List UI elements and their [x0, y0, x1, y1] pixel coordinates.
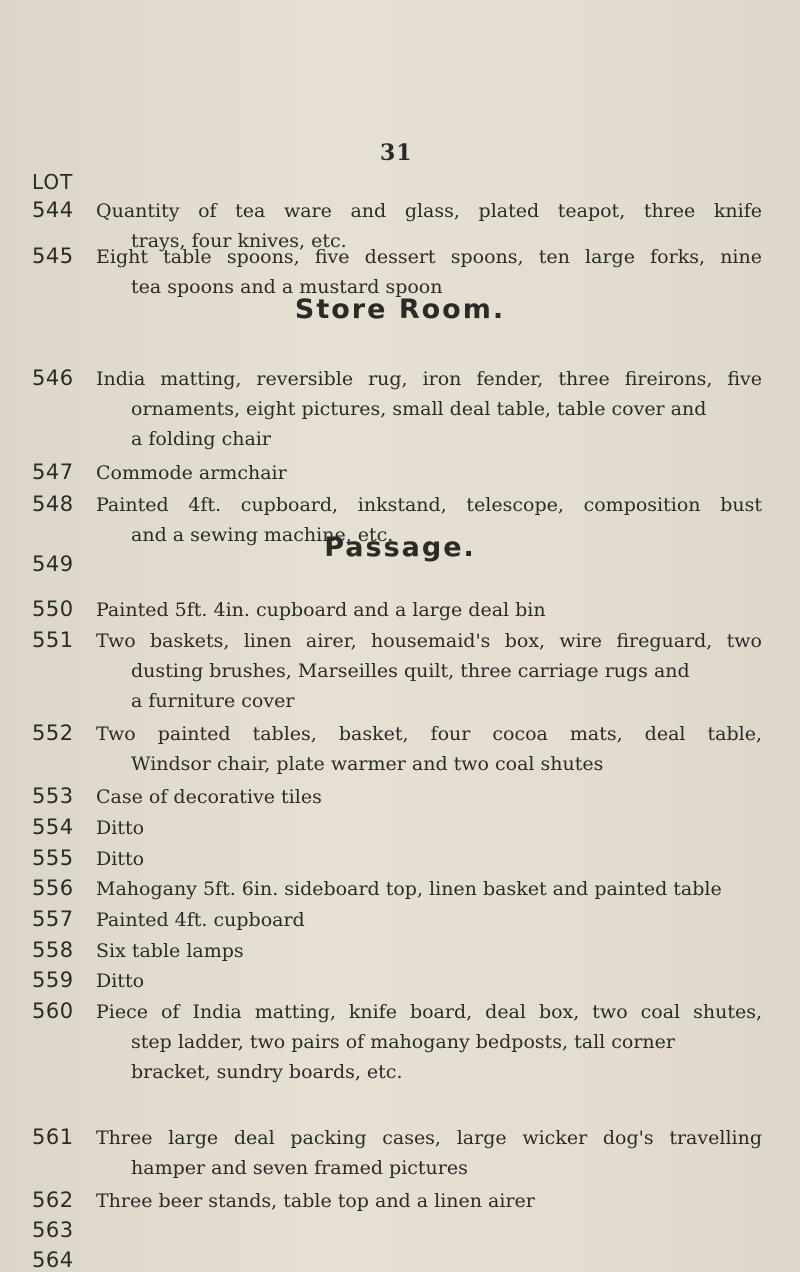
lot-number: 562	[32, 1188, 74, 1212]
lot-description-line: Three large deal packing cases, large wicker dog's travelling	[96, 1127, 762, 1149]
lot-number: 559	[32, 968, 74, 992]
lot-description-line: Two painted tables, basket, four cocoa mats, deal table,	[96, 723, 762, 745]
lot-description-line: Commode armchair	[96, 462, 287, 484]
lot-number: 551	[32, 628, 74, 652]
lot-description-line: Ditto	[96, 817, 145, 839]
lot-description-line: Six table lamps	[96, 940, 244, 962]
lot-description-line: India matting, reversible rug, iron fender, three fireirons, five	[96, 368, 762, 390]
lot-number: 558	[32, 938, 74, 962]
lot-description	[96, 782, 762, 812]
lot-description	[96, 936, 762, 966]
section-heading-store-room: Store Room.	[294, 294, 506, 325]
lot-number: 545	[32, 244, 74, 268]
lot-number: 564	[32, 1248, 74, 1272]
lot-description-continuation: trays, four knives, etc.	[131, 230, 347, 252]
lot-description-line: Painted 4ft. cupboard	[96, 909, 305, 931]
lot-number: 554	[32, 815, 74, 839]
lot-description-continuation: and a sewing machine, etc.	[131, 524, 394, 546]
lot-description-continuation: Windsor chair, plate warmer and two coal shutes	[131, 753, 604, 775]
lot-number: 547	[32, 460, 74, 484]
lot-column-header: LOT	[32, 170, 74, 194]
lot-description-continuation: ornaments, eight pictures, small deal table, table cover and	[131, 398, 707, 420]
lot-description	[96, 719, 762, 779]
lot-description-line: Painted 5ft. 4in. cupboard and a large deal bin	[96, 599, 546, 621]
lot-description	[96, 997, 762, 1087]
lot-description-continuation: dusting brushes, Marseilles quilt, three carriage rugs and	[131, 660, 690, 682]
lot-description-continuation: a furniture cover	[131, 690, 295, 712]
lot-description-line: Three beer stands, table top and a linen airer	[96, 1190, 535, 1212]
lot-description-line: Two baskets, linen airer, housemaid's box, wire fireguard, two	[96, 630, 762, 652]
lot-description-line: Quantity of tea ware and glass, plated teapot, three knife	[96, 200, 762, 222]
lot-number: 544	[32, 198, 74, 222]
lot-description	[96, 490, 762, 550]
lot-description-line: Painted 4ft. cupboard, inkstand, telescope, composition bust	[96, 494, 762, 516]
lot-description-line: Ditto	[96, 848, 145, 870]
lot-description	[96, 595, 762, 625]
lot-number: 561	[32, 1125, 74, 1149]
lot-number: 548	[32, 492, 74, 516]
lot-description	[96, 364, 762, 454]
lot-number: 552	[32, 721, 74, 745]
section-heading-passage: Passage.	[324, 532, 476, 563]
lot-description	[96, 458, 762, 488]
lot-number: 560	[32, 999, 74, 1023]
page-number: 31	[380, 140, 413, 166]
lot-description-line: Mahogany 5ft. 6in. sideboard top, linen basket and painted table	[96, 878, 722, 900]
lot-description-continuation: a folding chair	[131, 428, 271, 450]
lot-number: 550	[32, 597, 74, 621]
lot-description	[96, 242, 762, 302]
lot-number: 546	[32, 366, 74, 390]
lot-description	[96, 874, 762, 904]
lot-description-continuation: hamper and seven framed pictures	[131, 1157, 468, 1179]
lot-description-line: Case of decorative tiles	[96, 786, 322, 808]
lot-description	[96, 966, 762, 996]
lot-description	[96, 813, 762, 843]
lot-description-continuation: tea spoons and a mustard spoon	[131, 276, 443, 298]
lot-description-line: Ditto	[96, 970, 145, 992]
lot-number: 553	[32, 784, 74, 808]
lot-number: 555	[32, 846, 74, 870]
lot-number: 563	[32, 1218, 74, 1242]
lot-description	[96, 1186, 762, 1216]
lot-description-continuation: bracket, sundry boards, etc.	[131, 1061, 403, 1083]
lot-number: 556	[32, 876, 74, 900]
lot-description-line: Eight table spoons, five dessert spoons, ten large forks, nine	[96, 246, 762, 268]
lot-description-line: Piece of India matting, knife board, deal box, two coal shutes,	[96, 1001, 762, 1023]
lot-description	[96, 1123, 762, 1183]
lot-description	[96, 905, 762, 935]
lot-description	[96, 626, 762, 716]
lot-description-continuation: step ladder, two pairs of mahogany bedposts, tall corner	[131, 1031, 675, 1053]
lot-number: 557	[32, 907, 74, 931]
lot-description	[96, 844, 762, 874]
lot-number: 549	[32, 552, 74, 576]
